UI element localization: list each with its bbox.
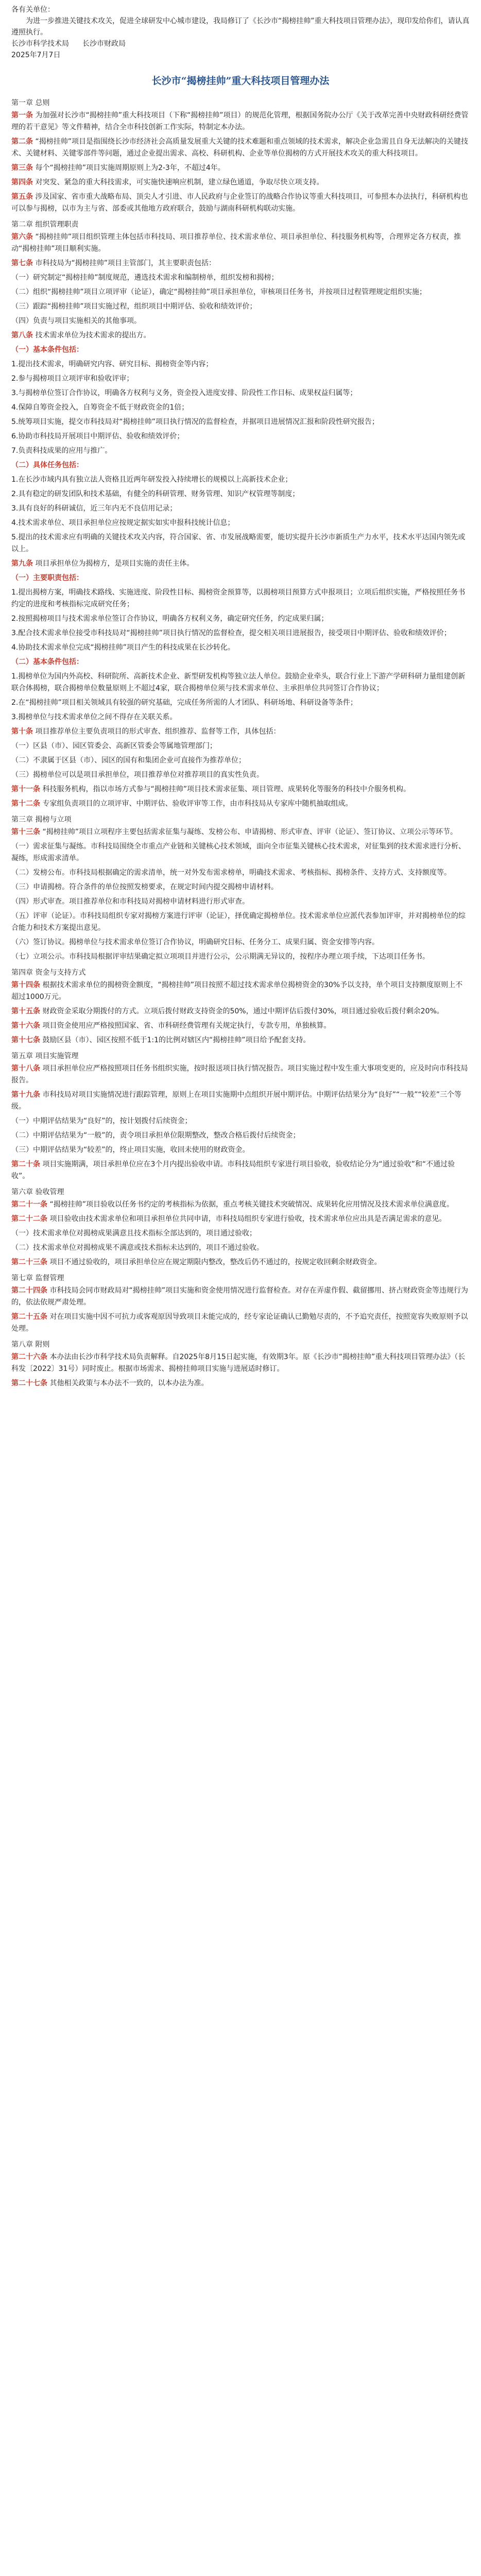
article-paragraph (11, 258, 470, 269)
article-paragraph (11, 1006, 470, 1018)
article-text: 项目承担单位应严格按照项目任务书组织实施，按时报送项目执行情况报告。项目实施过程中发生重大事项变更的，应及时向市科技局报告。 (11, 1064, 468, 1084)
list-item: 5.提出的技术需求应有明确的关键技术攻关内容，符合国家、省、市发展战略需要，能切实提升长沙市新质生产力水平，技术水平达国内领先或以上。 (11, 533, 466, 553)
article-paragraph (11, 1020, 470, 1032)
article-number: 第九条 (11, 560, 33, 568)
article-paragraph (11, 826, 470, 838)
list-item: （一）需求征集与凝练。市科技局围绕全市重点产业链和关键核心技术领域，面向全市征集关键核心技术需求，对征集到的技术需求进行分析、凝练，形成需求清单。 (11, 842, 466, 862)
list-item: （四）形式审查。项目推荐单位和市科技局对揭榜申请材料进行形式审查。 (11, 897, 249, 906)
article-text: 项目不通过验收的，项目承担单位应在规定期限内整改，整改后仍不通过的，按规定收回剩余财政资金。 (49, 1258, 382, 1266)
issuer-science-bureau: 长沙市科学技术局 (11, 40, 69, 48)
list-item: 4.保障自筹资金投入，自筹资金不低于财政资金的1倍； (11, 403, 189, 412)
article-number: 第八条 (11, 331, 33, 340)
article-text: “揭榜挂帅”项目验收以任务书约定的考核指标为依据，重点考核关键技术突破情况、成果转化应用情况及技术需求单位满意度。 (49, 1200, 454, 1209)
article-paragraph (11, 1378, 470, 1389)
chapter-heading: 第一章 总则 (11, 99, 50, 107)
article-paragraph (11, 231, 470, 255)
article-number: 第七条 (11, 259, 33, 267)
article-paragraph (11, 1257, 470, 1268)
article-paragraph (11, 162, 470, 174)
article-number: 第二条 (11, 138, 33, 146)
list-item: （三）跟踪“揭榜挂帅”项目实施过程，组织项目中期评估、验收和绩效评价； (11, 302, 257, 311)
article-paragraph (11, 1035, 470, 1046)
article-number: 第十三条 (11, 828, 40, 836)
article-text: 对突发、紧急的重大科技需求，可实施快速响应机制，建立绿色通道，争取尽快立项支持。 (35, 178, 324, 187)
article-number: 第一条 (11, 111, 33, 120)
list-item: 3.揭榜单位与技术需求单位之间不得存在关联关系。 (11, 713, 177, 721)
article-paragraph (11, 1063, 470, 1087)
list-item: （一）研究制定“揭榜挂帅”制度规范，遴选技术需求和编制榜单，组织发榜和揭榜； (11, 274, 279, 282)
list-item: 1.提出技术需求，明确研究内容、研究目标、揭榜资金等内容； (11, 360, 213, 368)
sub-heading: （一）主要职责包括： (11, 574, 83, 582)
list-item: 2.在“揭榜挂帅”项目相关领域具有较强的研究基础，完成任务所需的人才团队、科研场地、科研设备等条件； (11, 699, 357, 707)
article-text: 其他相关政策与本办法不一致的，以本办法为准。 (49, 1379, 209, 1387)
sub-heading: （一）基本条件包括： (11, 346, 83, 354)
article-paragraph (11, 136, 470, 160)
article-text: 根据技术需求单位的揭榜资金额度，“揭榜挂帅”项目按照不超过技术需求单位揭榜资金的30%予以支持，单个项目支持额度原则上不超过1000万元。 (11, 981, 463, 1001)
list-item: （一）区县（市）、园区管委会、高新区管委会等属地管理部门； (11, 742, 217, 750)
article-paragraph (11, 110, 470, 133)
issuer-line (11, 38, 470, 49)
list-item: 3.配合技术需求单位接受市科技局对“揭榜挂帅”项目执行情况的监督检查，提交相关项目进展报告，接受项目中期评估、验收和绩效评价； (11, 629, 451, 637)
list-item: （一）技术需求单位对揭榜成果满意且技术指标全部达到的，项目通过验收； (11, 1229, 256, 1238)
list-item: （一）中期评估结果为“良好”的，按计划拨付后续资金； (11, 1117, 192, 1125)
article-text: 科技服务机构，指以市场方式参与“揭榜挂帅”项目技术需求征集、项目管理、成果转化等服务的科技中介服务机构。 (42, 785, 410, 793)
chapter-heading: 第五章 项目实施管理 (11, 1052, 79, 1060)
article-number: 第二十五条 (11, 1313, 47, 1321)
article-number: 第十六条 (11, 1022, 40, 1030)
article-text: 项目承担单位为揭榜方，是项目实施的责任主体。 (35, 560, 194, 568)
article-number: 第四条 (11, 178, 33, 187)
article-paragraph (11, 979, 470, 1003)
notice-date: 2025年7月7日 (11, 51, 61, 59)
list-item: 2.具有稳定的研发团队和技术基础，有健全的科研管理、财务管理、知识产权管理等制度； (11, 490, 300, 498)
list-item: （二）不隶属于区县（市）、园区的国有和集团企业可直接作为推荐单位； (11, 756, 246, 765)
article-number: 第二十四条 (11, 1286, 47, 1295)
list-item: 2.参与揭榜项目立项评审和验收评审； (11, 375, 134, 383)
article-paragraph (11, 1089, 470, 1113)
list-item: （三）中期评估结果为“较差”的，终止项目实施，收回未使用的财政资金。 (11, 1146, 250, 1154)
list-item: （三）揭榜单位可以是项目承担单位，项目推荐单位对推荐项目的真实性负责。 (11, 771, 264, 779)
article-number: 第十七条 (11, 1036, 40, 1044)
list-item: 1.揭榜单位为国内外高校、科研院所、高新技术企业、新型研发机构等独立法人单位。鼓励企业牵头，联合行业上下游产学研科研力量组建创新联合体揭榜，联合揭榜单位数量原则上不超过4家，联合揭榜单位须与技术需求单位、主承担单位共同签订合作协议； (11, 672, 466, 692)
chapter-heading: 第三章 揭榜与立项 (11, 816, 72, 824)
list-item: 4.协助技术需求单位完成“揭榜挂帅”项目产生的科技成果在长沙转化。 (11, 643, 235, 652)
article-paragraph (11, 558, 470, 570)
list-item: （四）负责与项目实施相关的其他事项。 (11, 317, 141, 325)
article-number: 第十条 (11, 727, 33, 736)
article-number: 第十五条 (11, 1007, 40, 1015)
list-item: （七）立项公示。市科技局根据评审结果确定拟立项项目并进行公示，公示期满无异议的，按程序办理立项手续，下达项目任务书。 (11, 953, 430, 961)
article-paragraph (11, 726, 470, 738)
article-paragraph (11, 1213, 470, 1225)
article-paragraph (11, 784, 470, 795)
article-number: 第二十七条 (11, 1379, 47, 1387)
list-item: 7.负责科技成果的应用与推广。 (11, 447, 112, 455)
article-number: 第二十二条 (11, 1215, 47, 1223)
sub-heading: （二）具体任务包括： (11, 461, 83, 469)
article-number: 第十八条 (11, 1064, 40, 1073)
chapter-heading: 第二章 组织管理职责 (11, 221, 79, 229)
article-text: 财政资金采取分期拨付的方式。立项后拨付财政支持资金的50%，通过中期评估后拨付30%，项目通过验收后拨付剩余20%。 (42, 1007, 444, 1015)
article-paragraph (11, 177, 470, 189)
article-number: 第二十一条 (11, 1200, 47, 1209)
list-item: （二）技术需求单位对揭榜成果不满意或技术指标未达到的，项目不通过验收。 (11, 1244, 264, 1252)
sub-heading: （二）基本条件包括： (11, 658, 83, 666)
document-body (11, 97, 470, 1389)
article-text: 对在项目实施中因不可抗力或客观原因导致项目未能完成的，经专家论证确认已勤勉尽责的，不予追究责任，按照宽容失败原则予以处理。 (11, 1313, 468, 1333)
article-text: 每个“揭榜挂帅”项目实施周期原则上为2-3年，不超过4年。 (35, 164, 225, 172)
article-paragraph (11, 330, 470, 342)
article-text: 项目验收由技术需求单位和项目承担单位共同申请，市科技局组织专家进行验收，技术需求单位应出具是否满足需求的意见。 (49, 1215, 446, 1223)
list-item: 4.技术需求单位、项目承担单位应按规定据实如实申报科技统计信息； (11, 519, 235, 527)
list-item: （三）申请揭榜。符合条件的单位按照发榜要求，在规定时间内提交揭榜申请材料。 (11, 883, 278, 891)
article-text: 市科技局对项目实施情况进行跟踪管理，原则上在项目实施期中点组织开展中期评估。中期评估结果分为“良好”“一般”“较差”三个等级。 (11, 1091, 461, 1111)
article-text: 市科技局会同市财政局对“揭榜挂帅”项目实施和资金使用情况进行监督检查。对存在弄虚作假、截留挪用、挤占财政资金等违规行为的，依法依规严肃处理。 (11, 1286, 468, 1307)
list-item: 1.提出揭榜方案，明确技术路线、实施进度、阶段性目标、揭榜资金预算等，以揭榜项目预算方式申报项目；立项后组织实施，严格按照任务书约定的进度和考核指标完成研究任务； (11, 588, 466, 608)
list-item: （五）评审（论证）。市科技局组织专家对揭榜方案进行评审（论证），择优确定揭榜单位。技术需求单位应派代表参加评审，并对揭榜单位的综合能力和技术方案提出意见。 (11, 912, 466, 932)
article-text: “揭榜挂帅”项目是指围绕长沙市经济社会高质量发展重大关键的技术难题和重点领域的技术需求，解决企业急需且自身无法解决的关键技术、关键材料、关键零部件等问题，通过企业提出需求、高校、科研机构、企业等单位揭榜的方式开展技术攻关的重大科技项目。 (11, 138, 468, 158)
article-number: 第十四条 (11, 981, 40, 989)
article-paragraph (11, 1199, 470, 1211)
article-number: 第十二条 (11, 800, 40, 808)
article-number: 第五条 (11, 193, 33, 201)
article-text: 本办法由长沙市科学技术局负责解释。自2025年8月15日起实施，有效期3年。原《长沙市“揭榜挂帅”重大科技项目管理办法》（长科发〔2022〕31号）同时废止。根据市场需求、揭榜挂帅项目实施与进展适时修订。 (11, 1353, 466, 1373)
notice-salutation: 各有关单位： (11, 6, 55, 14)
article-text: 项目资金使用应严格按照国家、省、市科研经费管理有关规定执行，专款专用，单独核算。 (42, 1022, 331, 1030)
article-paragraph (11, 1311, 470, 1335)
article-paragraph (11, 191, 470, 215)
notice-body: 为进一步推进关键技术攻关，促进全球研发中心城市建设，我局修订了《长沙市“揭榜挂帅”重大科技项目管理办法》，现印发给你们，请认真遵照执行。 (11, 17, 470, 37)
article-number: 第三条 (11, 164, 33, 172)
article-text: 为加强对长沙市“揭榜挂帅”重大科技项目（下称“揭榜挂帅”项目）的规范化管理，根据国务院办公厅《关于改革完善中央财政科研经费管理的若干意见》等文件精神，结合全市科技创新工作实际，特制定本办法。 (11, 111, 469, 131)
article-paragraph (11, 1285, 470, 1309)
list-item: （六）签订协议。揭榜单位与技术需求单位签订合作协议，明确研究目标、任务分工、成果归属、资金安排等内容。 (11, 938, 379, 946)
chapter-heading: 第八章 附则 (11, 1341, 50, 1349)
article-text: 项目推荐单位主要负责项目的形式审查、组织推荐、监督等工作，具体包括： (35, 727, 281, 736)
list-item: 3.与揭榜单位签订合作协议，明确各方权利与义务，资金投入进度安排、阶段性工作目标、成果权益归属等； (11, 389, 357, 397)
list-item: （二）组织“揭榜挂帅”项目立项评审（论证），确定“揭榜挂帅”项目承担单位，审核项目任务书，并按项目过程管理规定组织实施； (11, 288, 427, 296)
article-text: 鼓励区县（市）、园区按照不低于1:1的比例对辖区内“揭榜挂帅”项目给予配套支持。 (42, 1036, 311, 1044)
article-text: 市科技局为“揭榜挂帅”项目主管部门，其主要职责包括： (35, 259, 216, 267)
article-text: 技术需求单位为技术需求的提出方。 (35, 331, 151, 340)
article-text: “揭榜挂帅”项目组织管理主体包括市科技局、项目推荐单位、技术需求单位、项目承担单位、科技服务机构等，合理界定各方权责，推动“揭榜挂帅”项目顺利实施。 (11, 233, 461, 253)
chapter-heading: 第六章 验收管理 (11, 1188, 64, 1196)
list-item: 3.具有良好的科研诚信，近三年内无不良信用记录； (11, 504, 177, 513)
article-text: 涉及国家、省市重大战略布局、顶尖人才引进、市人民政府与企业签订的战略合作协议等重大科技项目，可参照本办法执行，科研机构也可以参与揭榜，以市为主与省、部委或其他地方政府联合，鼓励与湖南科研机构联动实施。 (11, 193, 468, 213)
list-item: （二）中期评估结果为“一般”的，责令项目承担单位限期整改，整改合格后拨付后续资金； (11, 1131, 300, 1140)
article-text: 专家组负责项目的立项评审、中期评估、验收评审等工作，由市科技局从专家库中随机抽取组成。 (42, 800, 353, 808)
article-paragraph (11, 1159, 470, 1182)
article-paragraph (11, 1351, 470, 1375)
chapter-heading: 第四章 资金与支持方式 (11, 969, 86, 977)
article-number: 第二十三条 (11, 1258, 47, 1266)
article-number: 第十九条 (11, 1091, 40, 1099)
list-item: 2.按照揭榜项目与技术需求单位签订合作协议，明确各方权利义务，确定研究任务，约定成果归属； (11, 615, 329, 623)
issuer-finance-bureau: 长沙市财政局 (82, 40, 126, 48)
list-item: 5.统筹项目实施，提交市科技局对“揭榜挂帅”项目执行情况的监督检查，并据项目进展情况汇报和阶段性研究报告； (11, 418, 379, 426)
chapter-heading: 第七章 监督管理 (11, 1274, 64, 1282)
article-text: 项目实施期满，项目承担单位应在3个月内提出验收申请。市科技局组织专家进行项目验收，验收结论分为“通过验收”和“不通过验收”。 (11, 1160, 455, 1180)
article-paragraph (11, 798, 470, 810)
list-item: 1.在长沙市域内具有独立法人资格且近两年研发投入持续增长的规模以上高新技术企业； (11, 476, 293, 484)
list-item: （二）发榜公布。市科技局根据确定的需求清单，统一对外发布需求榜单，明确技术需求、考核指标、揭榜条件、支持方式、支持额度等。 (11, 869, 451, 877)
article-text: “揭榜挂帅”项目立项程序主要包括需求征集与凝练、发榜公布、申请揭榜、形式审查、评审（论证）、签订协议、立项公示等环节。 (42, 828, 457, 836)
document-title: 长沙市“揭榜挂帅”重大科技项目管理办法 (151, 75, 330, 87)
article-number: 第六条 (11, 233, 33, 241)
article-number: 第十一条 (11, 785, 40, 793)
list-item: 6.协助市科技局开展项目中期评估、验收和绩效评价； (11, 432, 184, 440)
article-number: 第二十六条 (11, 1353, 47, 1361)
article-number: 第二十条 (11, 1160, 40, 1168)
